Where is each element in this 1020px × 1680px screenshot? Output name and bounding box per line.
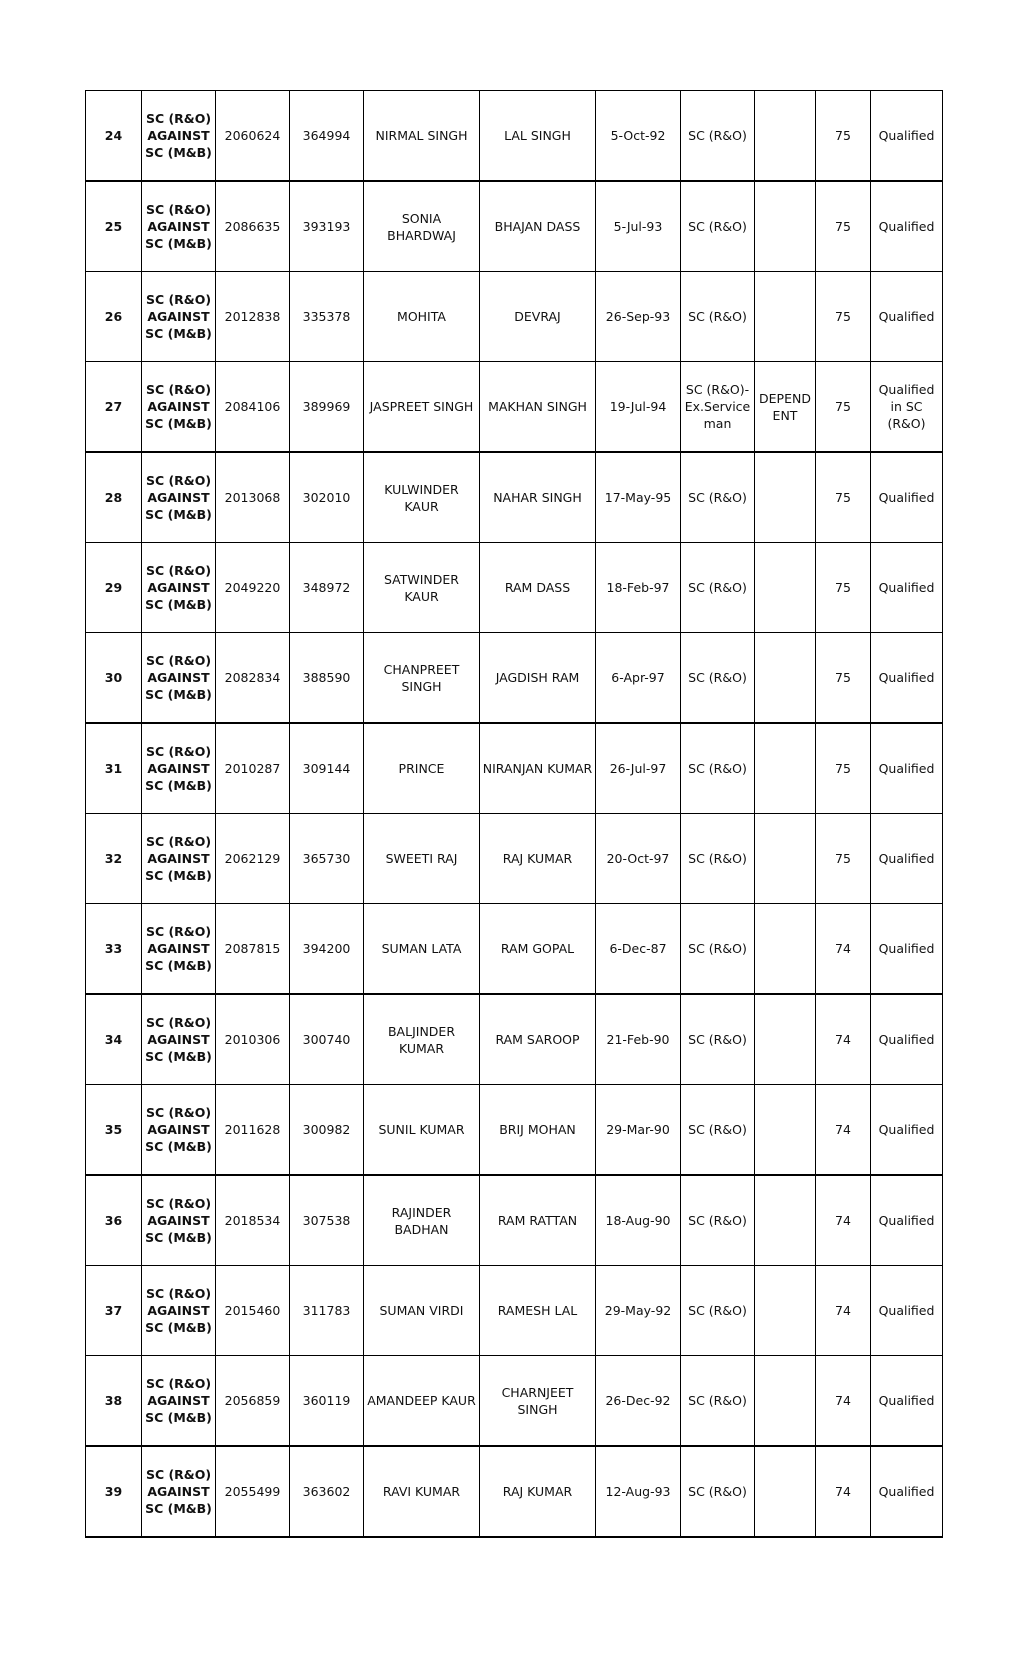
category-cell: SC (R&O)-Ex.Service man [681, 362, 755, 453]
table-row [86, 1175, 943, 1266]
applied-category-cell [142, 1266, 216, 1356]
roll-number-cell: 2086635 [216, 181, 290, 272]
category-cell: SC (R&O) [681, 543, 755, 633]
date-of-birth-cell: 29-Mar-90 [596, 1085, 681, 1176]
serial-number-cell: 39 [86, 1446, 142, 1537]
roll-number-cell: 2087815 [216, 904, 290, 995]
applied-category-line: AGAINST [147, 219, 210, 234]
result-cell: Qualified [871, 1266, 943, 1356]
applied-category-cell [142, 452, 216, 543]
applied-category-line: AGAINST [147, 1484, 210, 1499]
remark-cell [755, 814, 816, 904]
father-name-cell: DEVRAJ [480, 272, 596, 362]
category-cell: SC (R&O) [681, 814, 755, 904]
marks-cell: 74 [816, 1266, 871, 1356]
father-name-cell: NIRANJAN KUMAR [480, 723, 596, 814]
father-name-cell: RAM DASS [480, 543, 596, 633]
father-name-cell: RAMESH LAL [480, 1266, 596, 1356]
remark-cell [755, 181, 816, 272]
applied-category-line: AGAINST [147, 1303, 210, 1318]
registration-number-cell: 311783 [290, 1266, 364, 1356]
category-cell: SC (R&O) [681, 1085, 755, 1176]
table-row [86, 814, 943, 904]
applied-category-line: SC (R&O) [145, 1286, 212, 1301]
candidate-name-cell: NIRMAL SINGH [364, 91, 480, 182]
category-cell: SC (R&O) [681, 904, 755, 995]
applied-category-cell [142, 1356, 216, 1447]
registration-number-cell: 364994 [290, 91, 364, 182]
roll-number-cell: 2011628 [216, 1085, 290, 1176]
marks-cell: 75 [816, 181, 871, 272]
table-row [86, 452, 943, 543]
table-row [86, 723, 943, 814]
applied-category-line: SC (R&O) [145, 744, 212, 759]
category-cell: SC (R&O) [681, 994, 755, 1085]
applied-category-line: SC (M&B) [145, 597, 212, 612]
remark-cell [755, 452, 816, 543]
father-name-cell: LAL SINGH [480, 91, 596, 182]
result-cell: Qualified [871, 814, 943, 904]
father-name-cell: CHARNJEET SINGH [480, 1356, 596, 1447]
candidate-name-cell: RAVI KUMAR [364, 1446, 480, 1537]
applied-category-cell [142, 723, 216, 814]
candidate-name-cell: SUMAN LATA [364, 904, 480, 995]
result-cell: Qualified [871, 272, 943, 362]
candidate-name-cell: SONIA BHARDWAJ [364, 181, 480, 272]
applied-category-line: AGAINST [147, 580, 210, 595]
marks-cell: 75 [816, 362, 871, 453]
roll-number-cell: 2082834 [216, 633, 290, 724]
candidate-name-cell: BALJINDER KUMAR [364, 994, 480, 1085]
serial-number-cell: 32 [86, 814, 142, 904]
applied-category-line: AGAINST [147, 670, 210, 685]
date-of-birth-cell: 21-Feb-90 [596, 994, 681, 1085]
date-of-birth-cell: 19-Jul-94 [596, 362, 681, 453]
registration-number-cell: 360119 [290, 1356, 364, 1447]
applied-category-cell [142, 543, 216, 633]
remark-cell: DEPEND ENT [755, 362, 816, 453]
applied-category-cell [142, 1175, 216, 1266]
applied-category-line: SC (M&B) [145, 326, 212, 341]
applied-category-line: SC (M&B) [145, 687, 212, 702]
applied-category-line: SC (R&O) [145, 382, 212, 397]
marks-cell: 75 [816, 91, 871, 182]
marks-cell: 75 [816, 814, 871, 904]
serial-number-cell: 33 [86, 904, 142, 995]
roll-number-cell: 2056859 [216, 1356, 290, 1447]
applied-category-line: SC (R&O) [145, 834, 212, 849]
category-cell: SC (R&O) [681, 723, 755, 814]
applied-category-cell [142, 904, 216, 995]
applied-category-line: SC (R&O) [145, 563, 212, 578]
remark-cell [755, 272, 816, 362]
registration-number-cell: 389969 [290, 362, 364, 453]
marks-cell: 75 [816, 723, 871, 814]
marks-cell: 74 [816, 994, 871, 1085]
registration-number-cell: 363602 [290, 1446, 364, 1537]
date-of-birth-cell: 17-May-95 [596, 452, 681, 543]
applied-category-line: SC (M&B) [145, 778, 212, 793]
applied-category-line: SC (R&O) [145, 924, 212, 939]
marks-cell: 74 [816, 1356, 871, 1447]
serial-number-cell: 36 [86, 1175, 142, 1266]
registration-number-cell: 335378 [290, 272, 364, 362]
candidate-name-cell: CHANPREET SINGH [364, 633, 480, 724]
applied-category-cell [142, 1446, 216, 1537]
table-row [86, 1085, 943, 1176]
marks-cell: 74 [816, 1175, 871, 1266]
roll-number-cell: 2055499 [216, 1446, 290, 1537]
registration-number-cell: 365730 [290, 814, 364, 904]
candidate-name-cell: SUMAN VIRDI [364, 1266, 480, 1356]
result-cell: Qualified [871, 452, 943, 543]
applied-category-line: AGAINST [147, 761, 210, 776]
date-of-birth-cell: 5-Oct-92 [596, 91, 681, 182]
date-of-birth-cell: 12-Aug-93 [596, 1446, 681, 1537]
serial-number-cell: 28 [86, 452, 142, 543]
remark-cell [755, 1446, 816, 1537]
applied-category-line: SC (M&B) [145, 868, 212, 883]
date-of-birth-cell: 18-Feb-97 [596, 543, 681, 633]
registration-number-cell: 300982 [290, 1085, 364, 1176]
serial-number-cell: 27 [86, 362, 142, 453]
result-cell: Qualified in SC (R&O) [871, 362, 943, 453]
registration-number-cell: 348972 [290, 543, 364, 633]
category-cell: SC (R&O) [681, 1356, 755, 1447]
candidate-name-cell: KULWINDER KAUR [364, 452, 480, 543]
applied-category-cell [142, 633, 216, 724]
father-name-cell: RAM SAROOP [480, 994, 596, 1085]
result-cell: Qualified [871, 543, 943, 633]
date-of-birth-cell: 26-Dec-92 [596, 1356, 681, 1447]
table-row [86, 543, 943, 633]
marks-cell: 74 [816, 904, 871, 995]
result-cell: Qualified [871, 181, 943, 272]
remark-cell [755, 904, 816, 995]
applied-category-line: SC (M&B) [145, 507, 212, 522]
applied-category-line: SC (R&O) [145, 111, 212, 126]
roll-number-cell: 2018534 [216, 1175, 290, 1266]
applied-category-cell [142, 91, 216, 182]
applied-category-line: AGAINST [147, 941, 210, 956]
applied-category-line: SC (M&B) [145, 1230, 212, 1245]
applied-category-line: SC (R&O) [145, 1105, 212, 1120]
applied-category-line: SC (M&B) [145, 958, 212, 973]
registration-number-cell: 394200 [290, 904, 364, 995]
applied-category-line: SC (M&B) [145, 1139, 212, 1154]
applied-category-line: AGAINST [147, 1032, 210, 1047]
applied-category-line: SC (R&O) [145, 1015, 212, 1030]
applied-category-line: AGAINST [147, 851, 210, 866]
father-name-cell: RAM RATTAN [480, 1175, 596, 1266]
applied-category-line: SC (M&B) [145, 1501, 212, 1516]
table-row [86, 362, 943, 453]
remark-cell [755, 91, 816, 182]
result-cell: Qualified [871, 1356, 943, 1447]
marks-cell: 74 [816, 1446, 871, 1537]
father-name-cell: RAJ KUMAR [480, 814, 596, 904]
registration-number-cell: 388590 [290, 633, 364, 724]
applied-category-line: AGAINST [147, 1393, 210, 1408]
applied-category-line: AGAINST [147, 399, 210, 414]
marks-cell: 75 [816, 633, 871, 724]
father-name-cell: BHAJAN DASS [480, 181, 596, 272]
remark-cell [755, 633, 816, 724]
applied-category-line: SC (M&B) [145, 1410, 212, 1425]
candidate-name-cell: AMANDEEP KAUR [364, 1356, 480, 1447]
category-cell: SC (R&O) [681, 633, 755, 724]
registration-number-cell: 307538 [290, 1175, 364, 1266]
table-row [86, 1446, 943, 1537]
date-of-birth-cell: 5-Jul-93 [596, 181, 681, 272]
table-row [86, 994, 943, 1085]
applied-category-line: SC (R&O) [145, 473, 212, 488]
registration-number-cell: 300740 [290, 994, 364, 1085]
result-cell: Qualified [871, 633, 943, 724]
applied-category-line: SC (R&O) [145, 292, 212, 307]
applied-category-line: SC (R&O) [145, 1196, 212, 1211]
candidate-name-cell: SWEETI RAJ [364, 814, 480, 904]
results-table [85, 90, 943, 1538]
father-name-cell: RAJ KUMAR [480, 1446, 596, 1537]
remark-cell [755, 543, 816, 633]
remark-cell [755, 994, 816, 1085]
result-cell: Qualified [871, 1446, 943, 1537]
applied-category-line: SC (M&B) [145, 236, 212, 251]
marks-cell: 75 [816, 272, 871, 362]
date-of-birth-cell: 20-Oct-97 [596, 814, 681, 904]
candidate-name-cell: RAJINDER BADHAN [364, 1175, 480, 1266]
date-of-birth-cell: 26-Jul-97 [596, 723, 681, 814]
results-table-body [86, 91, 943, 1538]
applied-category-cell [142, 994, 216, 1085]
category-cell: SC (R&O) [681, 1446, 755, 1537]
date-of-birth-cell: 26-Sep-93 [596, 272, 681, 362]
applied-category-cell [142, 814, 216, 904]
remark-cell [755, 1266, 816, 1356]
result-cell: Qualified [871, 91, 943, 182]
roll-number-cell: 2015460 [216, 1266, 290, 1356]
applied-category-line: SC (R&O) [145, 653, 212, 668]
father-name-cell: JAGDISH RAM [480, 633, 596, 724]
table-row [86, 904, 943, 995]
roll-number-cell: 2012838 [216, 272, 290, 362]
registration-number-cell: 302010 [290, 452, 364, 543]
category-cell: SC (R&O) [681, 452, 755, 543]
applied-category-line: SC (M&B) [145, 145, 212, 160]
date-of-birth-cell: 6-Apr-97 [596, 633, 681, 724]
applied-category-line: AGAINST [147, 309, 210, 324]
result-cell: Qualified [871, 1085, 943, 1176]
result-cell: Qualified [871, 904, 943, 995]
serial-number-cell: 35 [86, 1085, 142, 1176]
date-of-birth-cell: 6-Dec-87 [596, 904, 681, 995]
category-cell: SC (R&O) [681, 1175, 755, 1266]
father-name-cell: MAKHAN SINGH [480, 362, 596, 453]
date-of-birth-cell: 29-May-92 [596, 1266, 681, 1356]
father-name-cell: NAHAR SINGH [480, 452, 596, 543]
category-cell: SC (R&O) [681, 1266, 755, 1356]
applied-category-cell [142, 272, 216, 362]
remark-cell [755, 1085, 816, 1176]
applied-category-line: AGAINST [147, 1213, 210, 1228]
applied-category-line: AGAINST [147, 490, 210, 505]
registration-number-cell: 393193 [290, 181, 364, 272]
serial-number-cell: 25 [86, 181, 142, 272]
applied-category-line: SC (M&B) [145, 1320, 212, 1335]
applied-category-line: SC (R&O) [145, 1467, 212, 1482]
roll-number-cell: 2013068 [216, 452, 290, 543]
registration-number-cell: 309144 [290, 723, 364, 814]
applied-category-line: AGAINST [147, 128, 210, 143]
roll-number-cell: 2060624 [216, 91, 290, 182]
applied-category-cell [142, 1085, 216, 1176]
marks-cell: 75 [816, 452, 871, 543]
result-cell: Qualified [871, 1175, 943, 1266]
applied-category-line: SC (M&B) [145, 416, 212, 431]
serial-number-cell: 31 [86, 723, 142, 814]
candidate-name-cell: MOHITA [364, 272, 480, 362]
applied-category-line: SC (R&O) [145, 202, 212, 217]
applied-category-cell [142, 362, 216, 453]
date-of-birth-cell: 18-Aug-90 [596, 1175, 681, 1266]
candidate-name-cell: PRINCE [364, 723, 480, 814]
roll-number-cell: 2084106 [216, 362, 290, 453]
serial-number-cell: 38 [86, 1356, 142, 1447]
result-cell: Qualified [871, 723, 943, 814]
serial-number-cell: 37 [86, 1266, 142, 1356]
roll-number-cell: 2010287 [216, 723, 290, 814]
serial-number-cell: 24 [86, 91, 142, 182]
remark-cell [755, 723, 816, 814]
roll-number-cell: 2010306 [216, 994, 290, 1085]
category-cell: SC (R&O) [681, 181, 755, 272]
category-cell: SC (R&O) [681, 272, 755, 362]
table-row [86, 272, 943, 362]
applied-category-line: AGAINST [147, 1122, 210, 1137]
table-row [86, 181, 943, 272]
table-row [86, 633, 943, 724]
marks-cell: 75 [816, 543, 871, 633]
candidate-name-cell: SATWINDER KAUR [364, 543, 480, 633]
table-row [86, 91, 943, 182]
result-cell: Qualified [871, 994, 943, 1085]
category-cell: SC (R&O) [681, 91, 755, 182]
father-name-cell: RAM GOPAL [480, 904, 596, 995]
applied-category-line: SC (R&O) [145, 1376, 212, 1391]
applied-category-line: SC (M&B) [145, 1049, 212, 1064]
serial-number-cell: 29 [86, 543, 142, 633]
candidate-name-cell: JASPREET SINGH [364, 362, 480, 453]
serial-number-cell: 34 [86, 994, 142, 1085]
roll-number-cell: 2049220 [216, 543, 290, 633]
father-name-cell: BRIJ MOHAN [480, 1085, 596, 1176]
serial-number-cell: 30 [86, 633, 142, 724]
roll-number-cell: 2062129 [216, 814, 290, 904]
table-row [86, 1266, 943, 1356]
remark-cell [755, 1356, 816, 1447]
remark-cell [755, 1175, 816, 1266]
table-row [86, 1356, 943, 1447]
serial-number-cell: 26 [86, 272, 142, 362]
candidate-name-cell: SUNIL KUMAR [364, 1085, 480, 1176]
marks-cell: 74 [816, 1085, 871, 1176]
applied-category-cell [142, 181, 216, 272]
